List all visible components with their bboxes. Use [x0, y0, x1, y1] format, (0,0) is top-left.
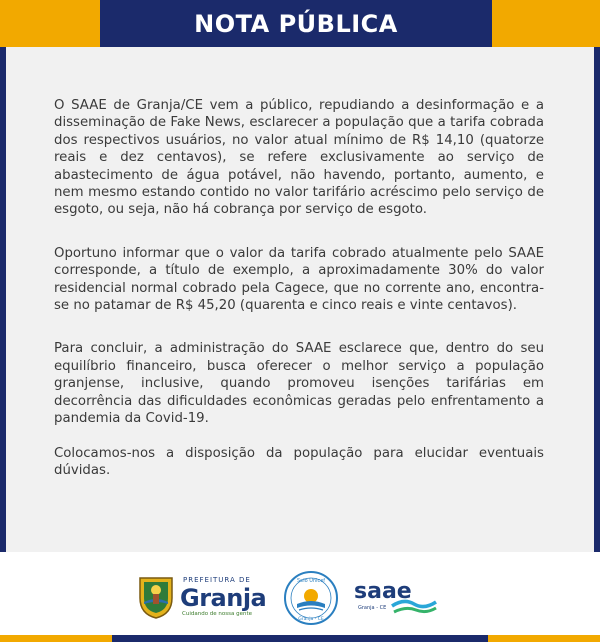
paragraph-1: O SAAE de Granja/CE vem a público, repudiando a desinformação e a disseminação de Fake News, esclarecer a população que a tarifa cobrada dos respectivos usuários, no valor atual mínimo de R$ 14,10 (quatorze reais e dez centavos), se refere exclusivamente ao serviço de abastecimento de água potável, não havendo, portanto, aumento, e nem mesmo estando contido no valor tarifário acréscimo pelo serviço de esgoto, ou seja, não há cobrança por serviço de esgoto. [54, 98, 544, 218]
notice-panel [6, 47, 594, 552]
paragraph-2: Oportuno informar que o valor da tarifa cobrado atualmente pelo SAAE corresponde, a título de exemplo, a aproximadamente 30% do valor residencial normal cobrado pela Cagece, que no corrente ano, encontra-se no patamar de R$ 45,20 (quarenta e cinco reais e vinte centavos). [54, 245, 544, 314]
page-title: NOTA PÚBLICA [194, 9, 398, 38]
right-border [594, 47, 600, 552]
granja-crest-icon [136, 574, 176, 620]
saae-wave-icon [352, 576, 438, 620]
top-right-accent [492, 0, 600, 47]
logo-row [0, 572, 600, 624]
bottom-left-accent [0, 635, 112, 642]
saae-name: saae [354, 579, 412, 604]
bottom-banner [112, 635, 488, 642]
granja-logo [136, 572, 268, 622]
paragraph-4: Colocamos-nos a disposição da população para elucidar eventuais dúvidas. [54, 445, 544, 478]
seal-top-text: Selo Unicef [296, 578, 326, 584]
seal-bottom-text: Granja - CE [298, 617, 324, 622]
seal-badge-icon [283, 570, 339, 626]
granja-name: Granja [180, 584, 267, 612]
notice-text [54, 97, 544, 496]
top-left-accent [0, 0, 100, 47]
saae-sub: Granja - CE [358, 605, 387, 611]
granja-tagline: Cuidando de nossa gente [182, 611, 253, 617]
seal-logo [283, 570, 339, 626]
header-banner [100, 0, 492, 47]
granja-prefix: PREFEITURA DE [183, 576, 251, 584]
saae-logo [352, 576, 438, 620]
paragraph-3: Para concluir, a administração do SAAE esclarece que, dentro do seu equilíbrio financeiro, busca oferecer o melhor serviço a população granjense, inclusive, quando promoveu isenções tarifárias em decorrência das dificuldades econômicas geradas pelo enfrentamento a pandemia da Covid-19. [54, 341, 544, 427]
bottom-right-accent [488, 635, 600, 642]
